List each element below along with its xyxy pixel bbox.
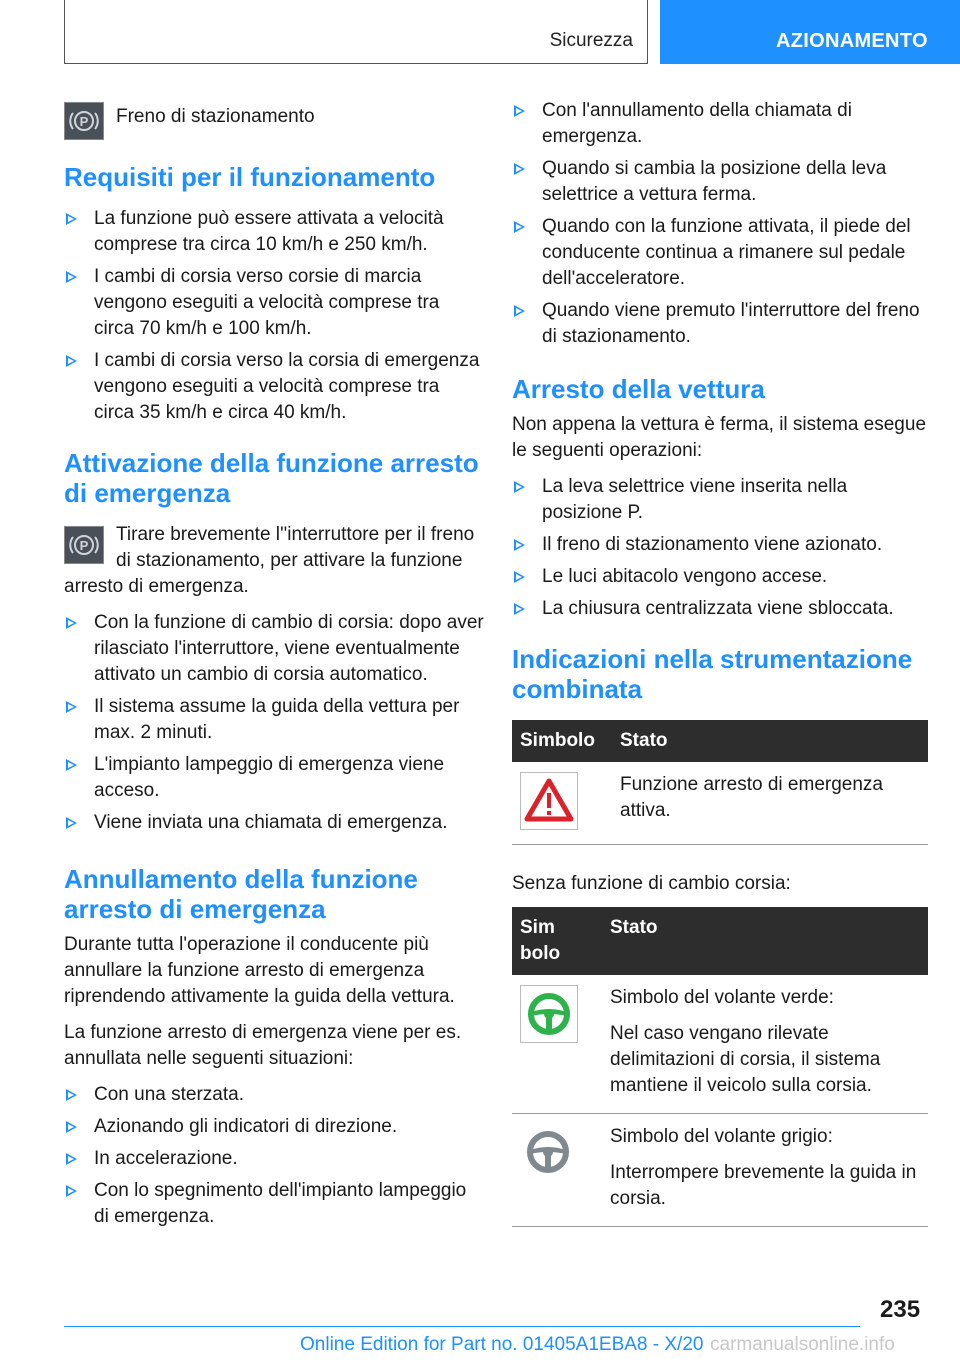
list-item: La chiusura centralizzata viene sbloccata. bbox=[512, 596, 928, 622]
status-cell: Simbolo del volante verde: Nel caso vengano rilevate delimitazioni di corsia, il sistema mantiene il veicolo sulla corsia. bbox=[602, 975, 928, 1114]
header-chapter-label: AZIONAMENTO bbox=[776, 30, 928, 52]
list-item: Il freno di stazionamento viene azionato. bbox=[512, 532, 928, 558]
annullamento-p1: Durante tutta l'operazione il conducente più annullare la funzione arresto di emergenza riprendendo attivamente la guida della vettura. bbox=[64, 934, 455, 1007]
list-item: Azionando gli indicatori di direzione. bbox=[64, 1114, 484, 1140]
header-section-tab bbox=[64, 0, 648, 64]
header-chapter-tab bbox=[660, 0, 960, 64]
list-item: Con lo spegnimento dell'impianto lampeggio di emergenza. bbox=[64, 1178, 484, 1230]
arresto-list bbox=[512, 474, 928, 622]
list-item: La leva selettrice viene inserita nella posizione P. bbox=[512, 474, 928, 526]
table-header-simbolo: Simbolo bbox=[512, 907, 602, 975]
parking-brake-icon bbox=[64, 526, 104, 564]
symbol-cell bbox=[512, 1114, 602, 1227]
list-item: Viene inviata una chiamata di emergenza. bbox=[64, 810, 484, 836]
list-item: I cambi di corsia verso corsie di marcia vengono eseguiti a velocità comprese tra circa 70 km/h e 100 km/h. bbox=[64, 264, 484, 342]
left-column bbox=[64, 98, 484, 1236]
annullamento-p2: La funzione arresto di emergenza viene per es. annullata nelle seguenti situazioni: bbox=[64, 1022, 462, 1069]
annullamento-cont-list bbox=[512, 98, 928, 350]
footer-edition: Online Edition for Part no. 01405A1EBA8 - X/20 bbox=[300, 1334, 704, 1355]
list-item: Quando si cambia la posizione della leva selettrice a vettura ferma. bbox=[512, 156, 928, 208]
senza-text: Senza funzione di cambio corsia: bbox=[512, 873, 791, 894]
svg-text:P: P bbox=[79, 114, 89, 129]
heading-arresto: Arresto della vettura bbox=[512, 374, 765, 404]
list-item: Con l'annullamento della chiamata di emergenza. bbox=[512, 98, 928, 150]
list-item: Con una sterzata. bbox=[64, 1082, 484, 1108]
parking-brake-icon bbox=[64, 102, 104, 140]
heading-indicazioni: Indicazioni nella strumentazione combinata bbox=[512, 644, 913, 704]
icon-caption-block bbox=[64, 98, 484, 144]
symbol-cell bbox=[512, 762, 612, 845]
arresto-text: Non appena la vettura è ferma, il sistema esegue le seguenti operazioni: bbox=[512, 414, 927, 461]
table-row bbox=[512, 975, 928, 1114]
svg-text:P: P bbox=[79, 538, 89, 553]
list-item: L'impianto lampeggio di emergenza viene acceso. bbox=[64, 752, 484, 804]
symbol-cell bbox=[512, 975, 602, 1114]
list-item: Il sistema assume la guida della vettura per max. 2 minuti. bbox=[64, 694, 484, 746]
status-cell: Funzione arresto di emergenza attiva. bbox=[612, 762, 928, 845]
heading-requisiti: Requisiti per il funzionamento bbox=[64, 162, 436, 192]
symbol-table-2 bbox=[512, 907, 928, 1227]
table-row bbox=[512, 762, 928, 845]
steering-wheel-grey-icon bbox=[520, 1124, 576, 1180]
attivazione-text: Tirare brevemente l''interruttore per il freno di stazionamento, per attivare la funzione arresto di emergenza. bbox=[64, 524, 475, 597]
heading-attivazione: Attivazione della funzione arresto di emergenza bbox=[64, 448, 479, 508]
table-header-simbolo: Simbolo bbox=[512, 720, 612, 762]
table-header-stato: Stato bbox=[602, 907, 928, 975]
footer-divider bbox=[64, 1326, 860, 1327]
table-row bbox=[512, 1114, 928, 1227]
footer-watermark: carmanualsonline.info bbox=[710, 1334, 895, 1355]
list-item: La funzione può essere attivata a velocità comprese tra circa 10 km/h e 250 km/h. bbox=[64, 206, 484, 258]
annullamento-list bbox=[64, 1082, 484, 1230]
header-section-label: Sicurezza bbox=[549, 30, 633, 51]
table-header-stato: Stato bbox=[612, 720, 928, 762]
requisiti-list bbox=[64, 206, 484, 426]
list-item: I cambi di corsia verso la corsia di emergenza vengono eseguiti a velocità comprese tra circa 35 km/h e circa 40 km/h. bbox=[64, 348, 484, 426]
warning-triangle-icon bbox=[520, 772, 578, 830]
steering-wheel-green-icon bbox=[520, 985, 578, 1043]
attivazione-block bbox=[64, 522, 484, 610]
attivazione-list bbox=[64, 610, 484, 836]
list-item: Con la funzione di cambio di corsia: dopo aver rilasciato l'interruttore, viene eventualmente attivato un cambio di corsia automatico. bbox=[64, 610, 484, 688]
icon-caption: Freno di stazionamento bbox=[116, 106, 315, 127]
list-item: Le luci abitacolo vengono accese. bbox=[512, 564, 928, 590]
symbol-table-1 bbox=[512, 720, 928, 845]
list-item: Quando viene premuto l'interruttore del freno di stazionamento. bbox=[512, 298, 928, 350]
status-cell: Simbolo del volante grigio: Interrompere brevemente la guida in corsia. bbox=[602, 1114, 928, 1227]
list-item: Quando con la funzione attivata, il piede del conducente continua a rimanere sul pedale dell'acceleratore. bbox=[512, 214, 928, 292]
page-number: 235 bbox=[880, 1296, 921, 1323]
heading-annullamento: Annullamento della funzione arresto di emergenza bbox=[64, 864, 418, 924]
list-item: In accelerazione. bbox=[64, 1146, 484, 1172]
right-column bbox=[512, 98, 928, 1227]
